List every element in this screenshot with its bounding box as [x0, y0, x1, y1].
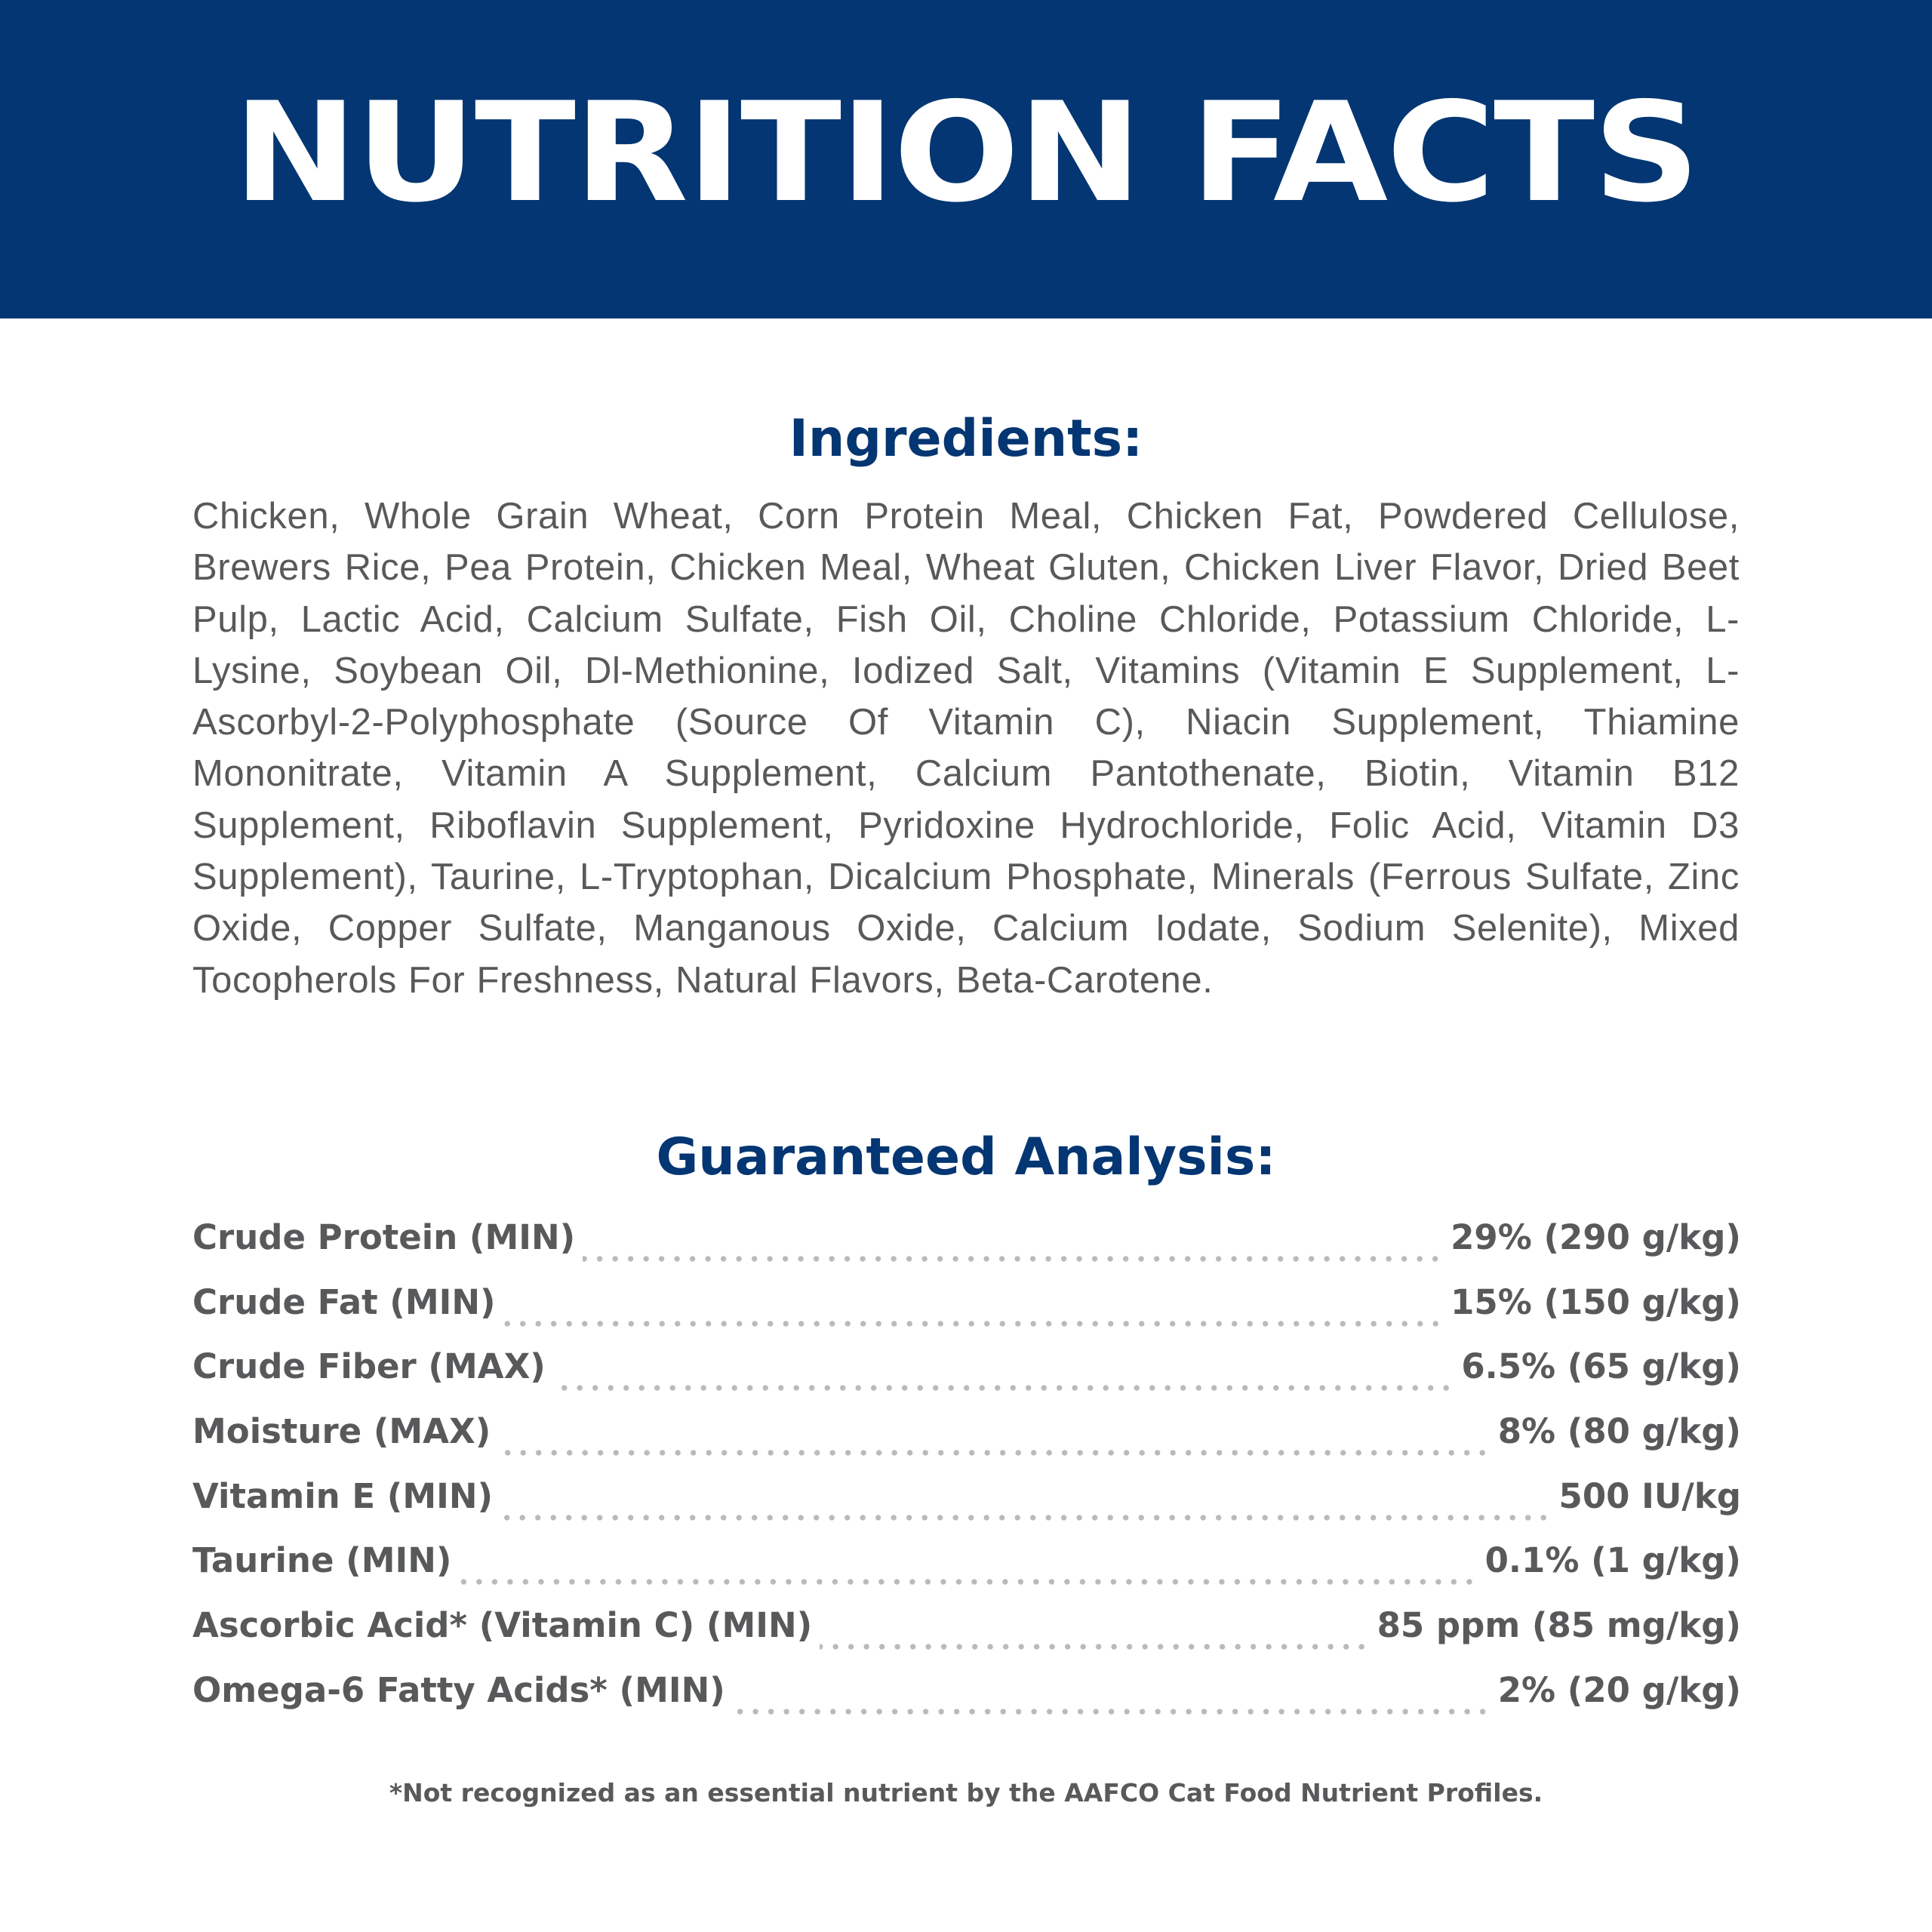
header-band — [0, 0, 1932, 318]
analysis-row-vitamin-e — [192, 1476, 1741, 1541]
leader-dots — [583, 1255, 1443, 1263]
analysis-label: Crude Protein (MIN) — [192, 1217, 576, 1257]
analysis-row-ascorbic-acid — [192, 1605, 1741, 1670]
leader-dots — [459, 1578, 1477, 1586]
analysis-value: 85 ppm (85 mg/kg) — [1377, 1605, 1741, 1646]
analysis-value: 15% (150 g/kg) — [1451, 1281, 1741, 1322]
leader-dots — [733, 1708, 1491, 1715]
leader-dots — [503, 1320, 1443, 1327]
guaranteed-analysis-heading: Guaranteed Analysis: — [656, 1128, 1276, 1187]
analysis-value: 2% (20 g/kg) — [1497, 1669, 1741, 1710]
analysis-label: Crude Fat (MIN) — [192, 1281, 496, 1322]
analysis-label: Moisture (MAX) — [192, 1411, 491, 1452]
analysis-label: Taurine (MIN) — [192, 1540, 452, 1581]
leader-dots — [498, 1449, 1490, 1457]
leader-dots — [553, 1384, 1454, 1392]
analysis-row-crude-fat — [192, 1282, 1741, 1347]
analysis-value: 500 IU/kg — [1558, 1475, 1741, 1516]
leader-dots — [820, 1643, 1369, 1651]
ingredients-heading: Ingredients: — [789, 409, 1143, 469]
guaranteed-analysis-table — [192, 1217, 1741, 1735]
analysis-row-crude-fiber — [192, 1346, 1741, 1411]
analysis-value: 29% (290 g/kg) — [1451, 1217, 1741, 1257]
aafco-footnote: *Not recognized as an essential nutrient by the AAFCO Cat Food Nutrient Profiles. — [389, 1778, 1543, 1807]
ingredients-list: Chicken, Whole Grain Wheat, Corn Protein Meal, Chicken Fat, Powdered Cellulose, Brewers Rice, Pea Protein, Chicken Meal, Wheat Gluten, Chicken Liver Flavor, Dried Beet Pulp, Lactic Acid, Calcium Sulfate, Fish Oil, Choline Chloride, Potassium Chloride, L-Lysine, Soybean Oil, Dl-Methionine, Iodized Salt, Vitamins (Vitamin E Supplement, L-Ascorbyl-2-Polyphosphate (Source Of Vitamin C), Niacin Supplement, Thiamine Mononitrate, Vitamin A Supplement, Calcium Pantothenate, Biotin, Vitamin B12 Supplement, Riboflavin Supplement, Pyridoxine Hydrochloride, Folic Acid, Vitamin D3 Supplement), Taurine, L-Tryptophan, Dicalcium Phosphate, Minerals (Ferrous Sulfate, Zinc Oxide, Copper Sulfate, Manganous Oxide, Calcium Iodate, Sodium Selenite), Mixed Tocopherols For Freshness, Natural Flavors, Beta-Carotene. — [192, 496, 1740, 1001]
analysis-value: 0.1% (1 g/kg) — [1484, 1540, 1741, 1581]
analysis-row-taurine — [192, 1540, 1741, 1605]
analysis-row-omega-6 — [192, 1670, 1741, 1735]
page-title: NUTRITION FACTS — [233, 72, 1699, 232]
leader-dots — [500, 1514, 1551, 1521]
analysis-value: 8% (80 g/kg) — [1497, 1411, 1741, 1452]
analysis-row-moisture — [192, 1411, 1741, 1476]
analysis-label: Omega-6 Fatty Acids* (MIN) — [192, 1669, 725, 1710]
analysis-value: 6.5% (65 g/kg) — [1461, 1346, 1741, 1387]
analysis-label: Crude Fiber (MAX) — [192, 1346, 546, 1387]
analysis-label: Vitamin E (MIN) — [192, 1475, 494, 1516]
analysis-label: Ascorbic Acid* (Vitamin C) (MIN) — [192, 1605, 813, 1646]
analysis-row-crude-protein — [192, 1217, 1741, 1282]
